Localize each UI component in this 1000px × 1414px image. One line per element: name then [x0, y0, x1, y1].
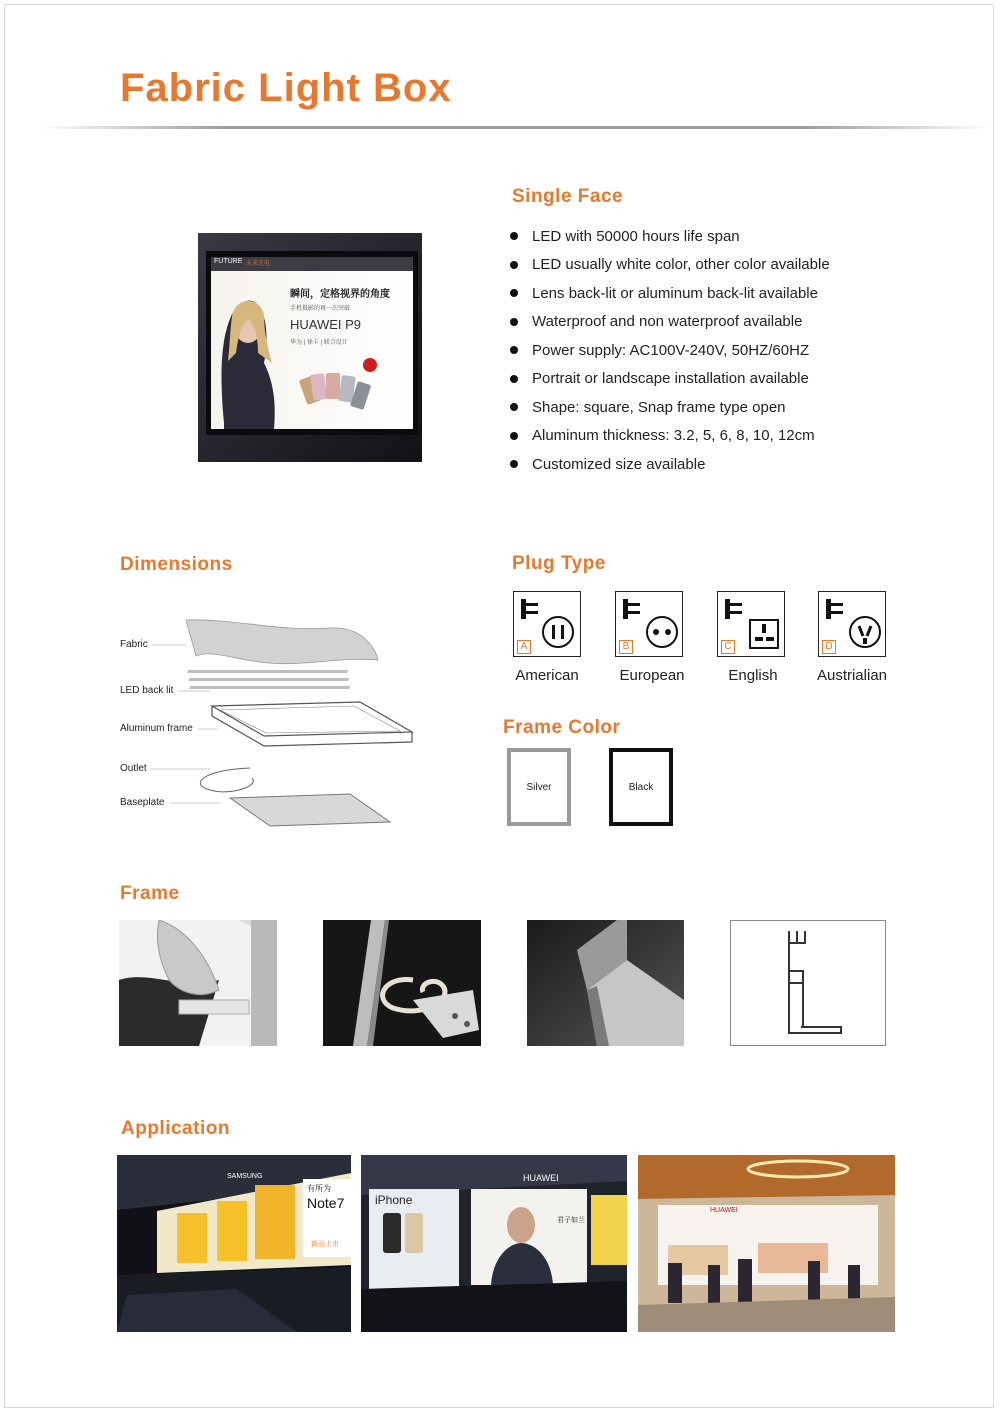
- bullet-icon: [510, 232, 518, 240]
- photo-product: HUAWEI P9: [290, 317, 362, 332]
- single-face-heading: Single Face: [512, 186, 624, 207]
- page-title: Fabric Light Box: [120, 66, 452, 110]
- application-photo-2: [361, 1155, 627, 1332]
- bullet-icon: [510, 346, 518, 354]
- application-photo-3-art: [638, 1155, 895, 1332]
- photo-headline: 瞬间，定格视界的角度: [290, 289, 390, 300]
- bullet-icon: [510, 460, 518, 468]
- frame-photo-1-art: [119, 920, 277, 1046]
- application-photo-3: [638, 1155, 895, 1332]
- dim-label-outlet: Outlet: [120, 763, 147, 774]
- photo-brand: FUTURE: [214, 258, 243, 265]
- bullet-icon: [510, 375, 518, 383]
- photo-tagline: 华为 | 徕卡 | 联合设计: [290, 340, 348, 346]
- application-heading: Application: [121, 1118, 230, 1139]
- frame-photo-2: [323, 920, 481, 1046]
- frame-profile-icon: [731, 921, 885, 1045]
- feature-item: LED usually white color, other color available: [510, 251, 830, 280]
- photo-brand-cn: 未来光电: [246, 261, 271, 267]
- bullet-icon: [510, 403, 518, 411]
- plug-australian: D: [818, 591, 886, 657]
- frame-heading: Frame: [120, 883, 180, 904]
- frame-photo-2-art: [323, 920, 481, 1046]
- app2-caption: 君子如兰: [557, 1217, 585, 1224]
- frame-profile-drawing: [730, 920, 886, 1046]
- dim-label-led: LED back lit: [120, 685, 174, 696]
- frame-photo-3: [527, 920, 684, 1046]
- dim-label-fabric: Fabric: [120, 639, 148, 650]
- plug-english: C: [717, 591, 785, 657]
- dim-label-baseplate: Baseplate: [120, 797, 165, 808]
- plug-european: B: [615, 591, 683, 657]
- frame-photo-1: [119, 920, 277, 1046]
- app3-brand: HUAWEI: [710, 1207, 738, 1214]
- app1-product: Note7: [307, 1195, 345, 1211]
- app1-sub: 新品上市: [311, 1241, 339, 1248]
- dimensions-heading: Dimensions: [120, 554, 233, 575]
- application-photo-1: [117, 1155, 351, 1332]
- plug-label-american: American: [515, 667, 579, 684]
- bullet-icon: [510, 432, 518, 440]
- frame-photo-3-art: [527, 920, 684, 1046]
- app1-brand: SAMSUNG: [227, 1173, 263, 1180]
- swatch-silver: Silver: [507, 748, 571, 826]
- feature-item: Lens back-lit or aluminum back-lit available: [510, 279, 830, 308]
- plug-label-australian: Austrialian: [816, 667, 888, 684]
- feature-item: Customized size available: [510, 450, 830, 479]
- feature-list: [510, 222, 830, 479]
- frame-color-heading: Frame Color: [503, 717, 621, 738]
- feature-item: Power supply: AC100V-240V, 50HZ/60HZ: [510, 336, 830, 365]
- feature-item: LED with 50000 hours life span: [510, 222, 830, 251]
- feature-item: Portrait or landscape installation available: [510, 365, 830, 394]
- app2-brand-huawei: HUAWEI: [523, 1173, 559, 1183]
- photo-subline: 手机摄影的再一次突破: [290, 306, 351, 312]
- feature-item: Waterproof and non waterproof available: [510, 308, 830, 337]
- swatch-black: Black: [609, 748, 673, 826]
- bullet-icon: [510, 318, 518, 326]
- light-box-photo: [198, 233, 422, 462]
- dim-leader-lines: [150, 640, 230, 810]
- dim-label-frame: Aluminum frame: [120, 723, 193, 734]
- plug-type-heading: Plug Type: [512, 553, 606, 574]
- feature-item: Shape: square, Snap frame type open: [510, 393, 830, 422]
- bullet-icon: [510, 261, 518, 269]
- app2-brand-iphone: iPhone: [375, 1193, 413, 1207]
- plug-american: A: [513, 591, 581, 657]
- app1-caption: 有所为: [307, 1184, 331, 1193]
- application-photo-2-art: [361, 1155, 627, 1332]
- plug-label-english: English: [728, 667, 778, 684]
- plug-label-european: European: [619, 667, 685, 684]
- feature-item: Aluminum thickness: 3.2, 5, 6, 8, 10, 12cm: [510, 422, 830, 451]
- title-divider: [40, 126, 990, 129]
- light-box-photo-art: [198, 233, 422, 462]
- bullet-icon: [510, 289, 518, 297]
